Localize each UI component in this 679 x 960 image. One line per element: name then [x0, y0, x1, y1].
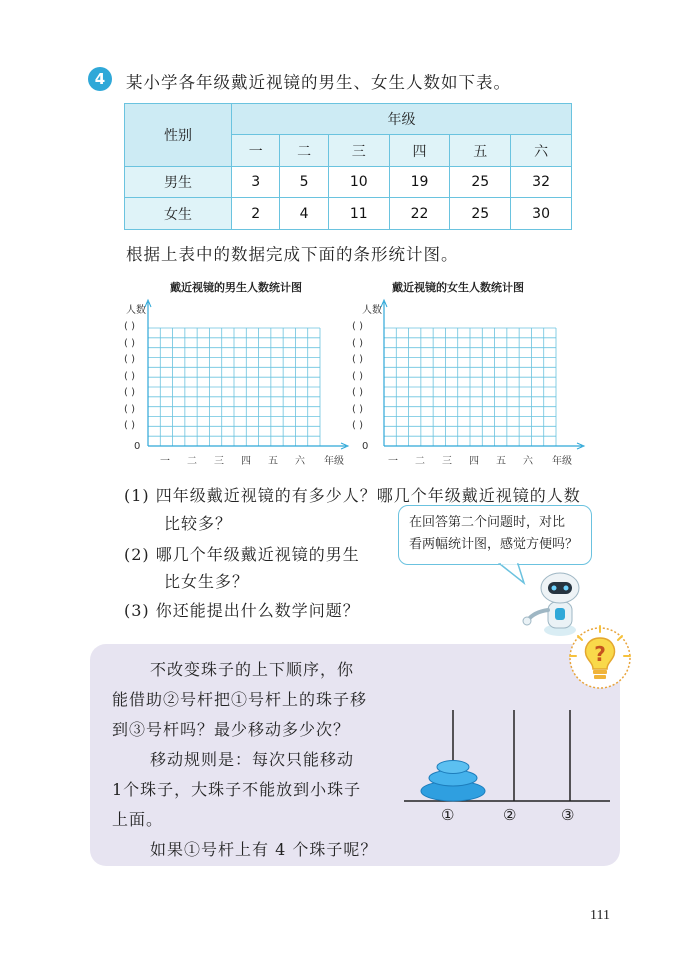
x-tick-label: 六 [523, 456, 533, 467]
table-row-girls [125, 198, 572, 230]
y-tick-paren: ( ) [124, 321, 135, 332]
y-tick-paren: ( ) [124, 387, 135, 398]
grade-col-5: 五 [450, 135, 511, 167]
problem-number-badge: 4 [88, 67, 112, 91]
x-axis-labels-girls [388, 452, 578, 466]
table-cell: 25 [450, 198, 511, 230]
table-cell: 3 [232, 167, 280, 198]
y-tick-paren: ( ) [124, 337, 135, 349]
row-label-boys: 男生 [125, 167, 232, 198]
instruction-text: 根据上表中的数据完成下面的条形统计图。 [126, 245, 459, 264]
y-tick-paren: ( ) [124, 403, 135, 415]
y-tick-paren: ( ) [352, 403, 363, 415]
bubble-line-2: 看两幅统计图，感觉方便吗？ [409, 537, 579, 552]
table-cell: 5 [280, 167, 328, 198]
y-tick-paren: ( ) [352, 337, 363, 349]
y-tick-paren: ( ) [124, 420, 135, 431]
puzzle-line-3: 到③号杆吗？最少移动多少次？ [112, 720, 351, 739]
grade-col-4: 四 [389, 135, 450, 167]
puzzle-line-7: 如果①号杆上有 4 个珠子呢？ [150, 840, 378, 859]
table-cell: 25 [450, 167, 511, 198]
x-tick-label: 五 [496, 456, 506, 467]
y-axis-label-girls: 人数 [362, 305, 382, 316]
puzzle-line-2: 能借助②号杆把①号杆上的珠子移 [112, 690, 368, 709]
x-tick-label: 二 [187, 456, 197, 467]
chart-title-boys: 戴近视镜的男生人数统计图 [170, 281, 302, 294]
y-tick-paren: ( ) [352, 420, 363, 431]
table-cell: 11 [328, 198, 389, 230]
grade-col-1: 一 [232, 135, 280, 167]
table-cell: 4 [280, 198, 328, 230]
y-tick-paren: ( ) [124, 370, 135, 382]
x-tick-label: 四 [241, 456, 251, 467]
problem-text: 某小学各年级戴近视镜的男生、女生人数如下表。 [126, 73, 511, 92]
x-axis-labels-boys [160, 452, 350, 466]
question-1-line-2: 比较多？ [164, 514, 233, 533]
page-number: 111 [590, 908, 610, 923]
origin-label-boys: 0 [134, 441, 141, 452]
origin-label-girls: 0 [362, 441, 369, 452]
x-tick-label: 六 [295, 456, 305, 467]
y-axis-label-boys: 人数 [126, 305, 146, 316]
table-cell: 10 [328, 167, 389, 198]
x-tick-label: 四 [469, 456, 479, 467]
blank-grid-chart-girls [336, 296, 586, 468]
puzzle-line-5: 1个珠子，大珠子不能放到小珠子 [112, 780, 362, 799]
table-cell: 2 [232, 198, 280, 230]
y-tick-paren: ( ) [124, 354, 135, 365]
table-cell: 22 [389, 198, 450, 230]
y-tick-paren: ( ) [352, 354, 363, 365]
puzzle-line-1: 不改变珠子的上下顺序，你 [150, 660, 355, 679]
question-3: (3) 你还能提出什么数学问题？ [124, 601, 360, 620]
grade-col-6: 六 [511, 135, 572, 167]
bubble-line-1: 在回答第二个问题时，对比 [409, 515, 566, 530]
data-table [124, 103, 572, 230]
x-tick-label: 三 [442, 456, 452, 467]
y-tick-paren: ( ) [352, 321, 363, 332]
rod-label-3: ③ [561, 806, 575, 824]
chart-title-girls: 戴近视镜的女生人数统计图 [392, 281, 524, 294]
hanoi-tower-diagram [400, 706, 614, 806]
grade-header: 年级 [232, 104, 572, 135]
grade-col-3: 三 [328, 135, 389, 167]
robot-speech-bubble [398, 505, 592, 565]
rod-label-2: ② [503, 806, 517, 824]
table-cell: 19 [389, 167, 450, 198]
x-tick-label: 一 [388, 456, 398, 467]
gender-header: 性别 [125, 104, 232, 167]
bead-small [437, 761, 469, 774]
table-row-boys [125, 167, 572, 198]
x-axis-title: 年级 [324, 456, 344, 467]
question-2-line-1: (2) 哪几个年级戴近视镜的男生 [124, 545, 360, 564]
x-tick-label: 五 [268, 456, 278, 467]
rod-label-1: ① [441, 806, 455, 824]
table-cell: 30 [511, 198, 572, 230]
question-1-line-1: (1) 四年级戴近视镜的有多少人？哪几个年级戴近视镜的人数 [124, 486, 581, 505]
x-axis-title: 年级 [552, 456, 572, 467]
grade-col-2: 二 [280, 135, 328, 167]
x-tick-label: 三 [214, 456, 224, 467]
y-tick-paren: ( ) [352, 370, 363, 382]
table-cell: 32 [511, 167, 572, 198]
puzzle-line-4: 移动规则是：每次只能移动 [150, 750, 355, 769]
x-tick-label: 二 [415, 456, 425, 467]
question-mark-text: ? [594, 642, 606, 666]
y-tick-paren: ( ) [352, 387, 363, 398]
x-tick-label: 一 [160, 456, 170, 467]
puzzle-line-6: 上面。 [112, 810, 164, 829]
row-label-girls: 女生 [125, 198, 232, 230]
question-2-line-2: 比女生多？ [164, 572, 250, 591]
